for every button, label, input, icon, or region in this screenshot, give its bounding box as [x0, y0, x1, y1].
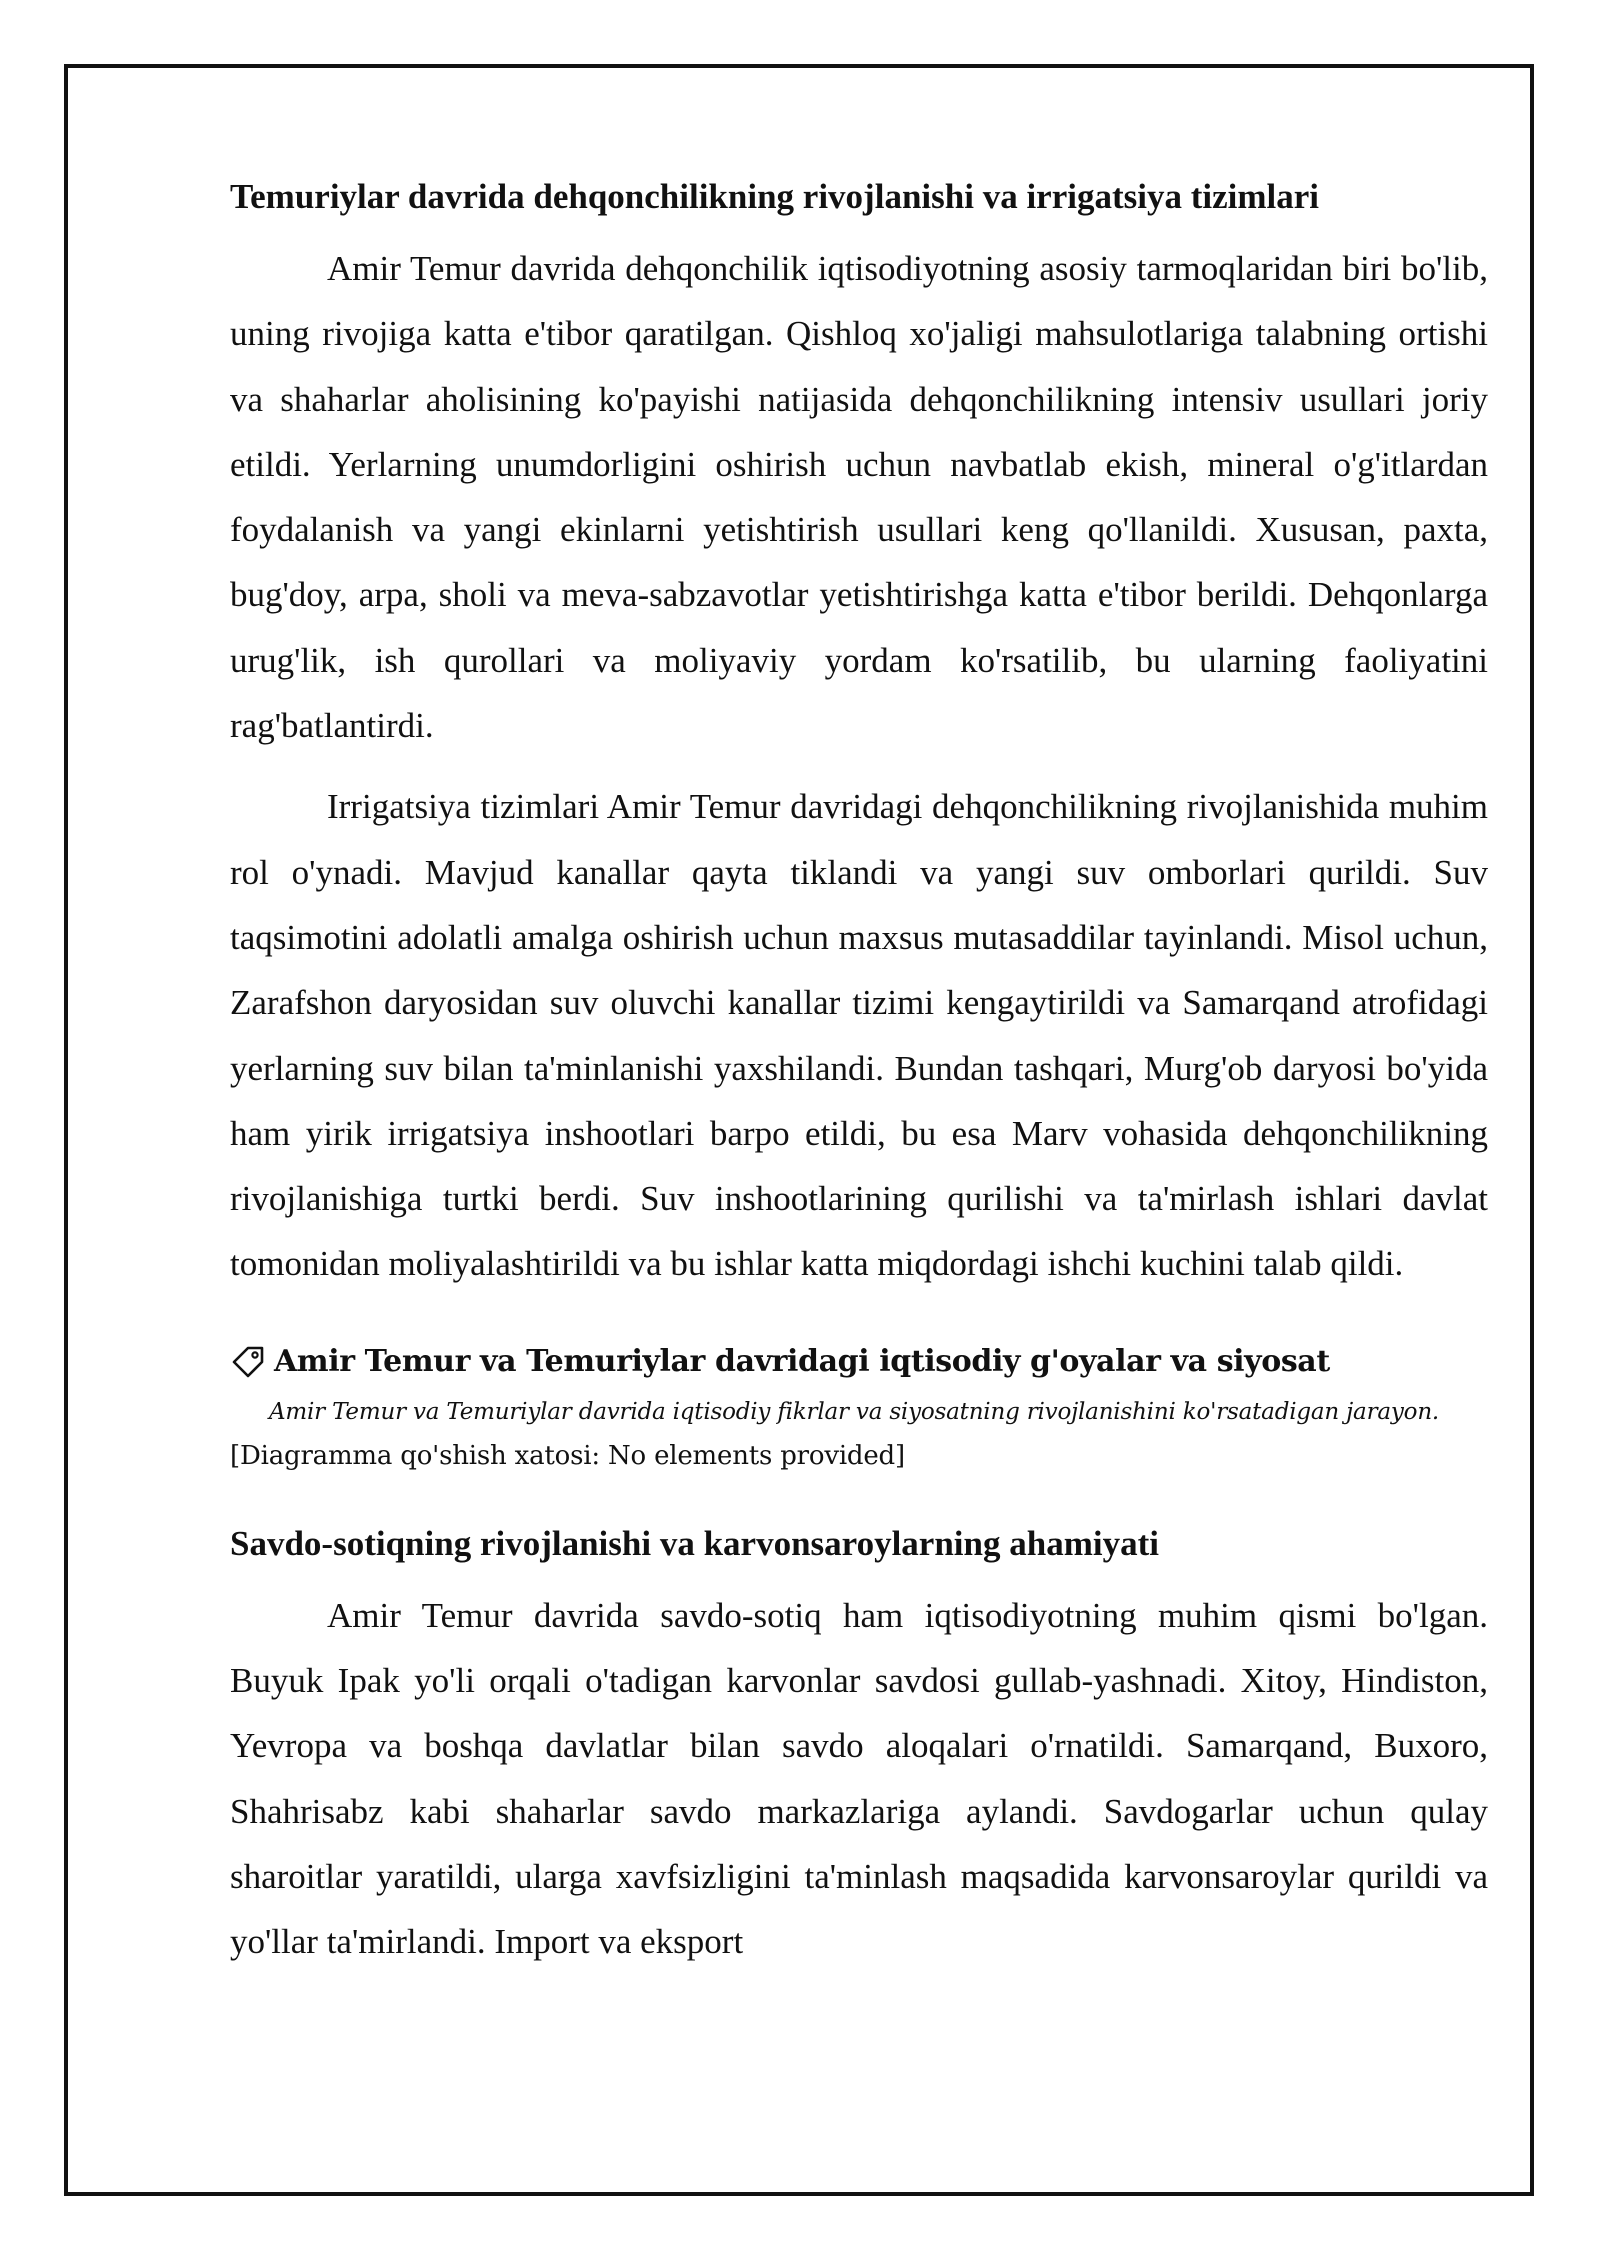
paragraph-irrigation: Irrigatsiya tizimlari Amir Temur davridagi dehqonchilikning rivojlanishida muhim rol o'ynadi. Mavjud kanallar qayta tiklandi va yangi suv omborlari qurildi. Suv taqsimotini adolatli amalga oshirish uchun maxsus mutasaddilar tayinlandi. Misol uchun, Zarafshon daryosidan suv oluvchi kanallar tizimi kengaytirildi va Samarqand atrofidagi yerlarning suv bilan ta'minlanishi yaxshilandi. Bundan tashqari, Murg'ob daryosi bo'yida ham yirik irrigatsiya inshootlari barpo etildi, bu esa Marv vohasida dehqonchilikning rivojlanishiga turtki berdi. Suv inshootlarining qurilishi va ta'mirlash ishlari davlat tomonidan moliyalashtirildi va bu ishlar katta miqdordagi ishchi kuchini talab qildi.: [230, 787, 1488, 1284]
diagram-error-message: [Diagramma qo'shish xatosi: No elements provided]: [230, 1440, 905, 1471]
tag-icon: [230, 1344, 266, 1380]
diagram-heading: [230, 1339, 1488, 1385]
document-content: [230, 170, 1488, 1991]
paragraph-agriculture: Amir Temur davrida dehqonchilik iqtisodiyotning asosiy tarmoqlaridan biri bo'lib, uning rivojiga katta e'tibor qaratilgan. Qishloq xo'jaligi mahsulotlariga talabning ortishi va shaharlar aholisining ko'payishi natijasida dehqonchilikning intensiv usullari joriy etildi. Yerlarning unumdorligini oshirish uchun navbatlab ekish, mineral o'g'itlardan foydalanish va yangi ekinlarni yetishtirish usullari keng qo'llanildi. Xususan, paxta, bug'doy, arpa, sholi va meva-sabzavotlar yetishtirishga katta e'tibor berildi. Dehqonlarga urug'lik, ish qurollari va moliyaviy yordam ko'rsatilib, bu ularning faoliyatini rag'batlantirdi.: [230, 249, 1488, 746]
paragraph-trade: Amir Temur davrida savdo-sotiq ham iqtisodiyotning muhim qismi bo'lgan. Buyuk Ipak yo'li orqali o'tadigan karvonlar savdosi gullab-yashnadi. Xitoy, Hindiston, Yevropa va boshqa davlatlar bilan savdo aloqalari o'rnatildi. Samarqand, Buxoro, Shahrisabz kabi shaharlar savdo markazlariga aylandi. Savdogarlar uchun qulay sharoitlar yaratildi, ularga xavfsizligini ta'minlash maqsadida karvonsaroylar qurildi va yo'llar ta'mirlandi. Import va eksport: [230, 1595, 1488, 1962]
diagram-description: Amir Temur va Temuriylar davrida iqtisodiy fikrlar va siyosatning rivojlanishini ko'rsatadigan jarayon.: [269, 1398, 1440, 1425]
section-heading-agriculture: Temuriylar davrida dehqonchilikning rivojlanishi va irrigatsiya tizimlari: [230, 177, 1319, 216]
section-trade: [230, 1517, 1488, 1975]
section-heading-trade: Savdo-sotiqning rivojlanishi va karvonsaroylarning ahamiyati: [230, 1523, 1159, 1563]
diagram-title: Amir Temur va Temuriylar davridagi iqtisodiy g'oyalar va siyosat: [274, 1344, 1330, 1380]
